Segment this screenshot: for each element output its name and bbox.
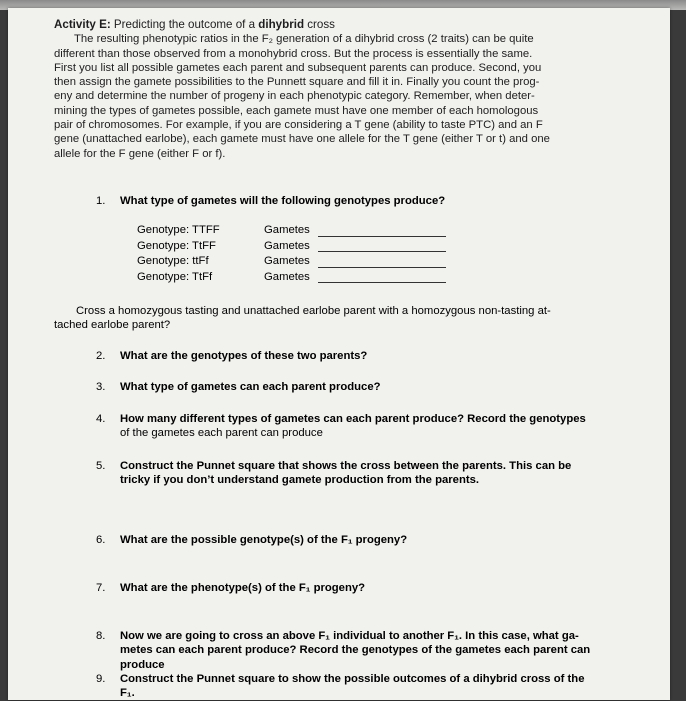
question-number: 1.: [96, 195, 106, 207]
question-text: produce: [120, 658, 165, 671]
intro-line: different than those observed from a monohybrid cross. But the process is essentially the same.: [54, 47, 533, 60]
genotype-label: Genotype: TtFF: [137, 239, 216, 252]
genotype-label: Genotype: TTFF: [137, 224, 220, 236]
question-number: 2.: [96, 350, 106, 362]
question-text: of the gametes each parent can produce: [120, 427, 323, 440]
question-text: F₁.: [120, 687, 135, 700]
cross-prompt: [54, 304, 584, 333]
question-text: Construct the Punnet square to show the possible outcomes of a dihybrid cross of the: [120, 673, 585, 685]
intro-paragraph: [54, 32, 584, 161]
gametes-answer-blank[interactable]: [318, 282, 446, 283]
question-3: [96, 380, 381, 394]
question-text: What are the phenotype(s) of the F₁ progeny?: [120, 582, 366, 594]
activity-title-bold: dihybrid: [258, 18, 305, 31]
question-text: Now we are going to cross an above F₁ individual to another F₁. In this case, what ga-: [120, 630, 579, 642]
question-text: Construct the Punnet square that shows the cross between the parents. This can be: [120, 460, 572, 472]
question-number: 5.: [96, 460, 106, 472]
question-8: [96, 629, 590, 672]
gametes-answer-blank[interactable]: [318, 236, 446, 237]
question-text: What are the possible genotype(s) of the F₁ progeny?: [120, 534, 408, 546]
question-text: How many different types of gametes can each parent produce? Record the genotypes: [120, 413, 586, 425]
intro-line: First you list all possible gametes each parent and subsequent parents can produce. Second, you: [54, 61, 542, 74]
intro-line: eny and determine the number of progeny in each phenotypic category. Remember, when deter-: [54, 90, 535, 103]
worksheet-page: [8, 8, 670, 700]
intro-line: then assign the gamete possibilities to the Punnett square and fill it in. Finally you count the prog-: [54, 76, 540, 89]
question-number: 3.: [96, 381, 106, 393]
activity-title-pre: Predicting the outcome of a: [110, 18, 259, 31]
question-text: What type of gametes can each parent produce?: [120, 381, 381, 393]
question-text: What are the genotypes of these two parents?: [120, 350, 368, 362]
question-number: 6.: [96, 534, 106, 546]
question-7: [96, 581, 365, 595]
intro-line: allele for the F gene (either F or f).: [54, 147, 226, 160]
question-number: 8.: [96, 630, 106, 642]
gametes-label: Gametes: [264, 239, 310, 252]
question-text: tricky if you don’t understand gamete production from the parents.: [120, 474, 480, 487]
question-text: What type of gametes will the following genotypes produce?: [120, 195, 446, 207]
activity-label: Activity E:: [54, 18, 111, 31]
gametes-label: Gametes: [264, 255, 310, 267]
genotype-label: Genotype: ttFf: [137, 255, 209, 267]
question-text: metes can each parent produce? Record the genotypes of the gametes each parent can: [120, 644, 591, 657]
gametes-answer-blank[interactable]: [318, 267, 446, 268]
question-6: [96, 533, 407, 547]
activity-title-post: cross: [304, 18, 335, 31]
cross-line: tached earlobe parent?: [54, 319, 171, 332]
question-2: [96, 349, 367, 363]
question-9: [96, 672, 584, 701]
intro-line: gene (unattached earlobe), each gamete must have one allele for the T gene (either T or t) and one: [54, 133, 550, 146]
question-number: 9.: [96, 673, 106, 685]
gametes-label: Gametes: [264, 224, 310, 236]
gametes-answer-blank[interactable]: [318, 251, 446, 252]
genotype-label: Genotype: TtFf: [137, 270, 213, 283]
question-number: 7.: [96, 582, 106, 594]
question-5: [96, 459, 571, 488]
intro-line: pair of chromosomes. For example, if you are considering a T gene (ability to taste PTC) and an F: [54, 119, 543, 132]
question-number: 4.: [96, 413, 106, 425]
intro-line: mining the types of gametes possible, each gamete must have one member of each homologous: [54, 104, 539, 117]
activity-title: [54, 18, 584, 32]
worksheet-content: [54, 18, 584, 161]
question-4: [96, 412, 586, 441]
cross-line: Cross a homozygous tasting and unattached earlobe parent with a homozygous non-tasting at-: [76, 305, 551, 317]
question-1: [96, 194, 445, 208]
gametes-label: Gametes: [264, 270, 310, 283]
intro-line: The resulting phenotypic ratios in the F₂ generation of a dihybrid cross (2 traits) can be quite: [74, 33, 534, 46]
gametes-list: [264, 223, 310, 285]
genotype-list: [137, 223, 220, 285]
